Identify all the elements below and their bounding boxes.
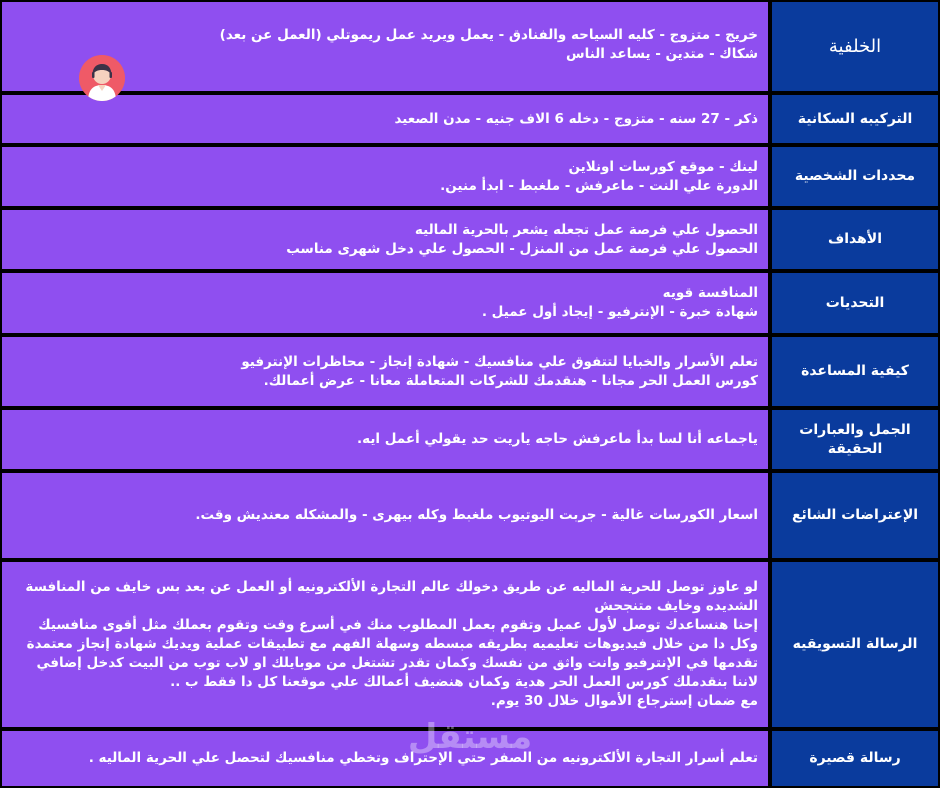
row-marketing-message	[0, 560, 940, 729]
row-objections	[0, 471, 940, 560]
row-label: الخلفية	[772, 2, 938, 91]
row-content	[2, 147, 768, 206]
row-demographics	[0, 93, 940, 145]
row-goals	[0, 208, 940, 271]
row-label: رسالة قصيرة	[772, 731, 938, 786]
row-background	[0, 0, 940, 93]
row-label: الإعتراضات الشائع	[772, 473, 938, 558]
content-line: تعلم الأسرار والخبايا لتتفوق علي منافسيك - شهادة إنجاز - محاظرات الإنترفيو	[241, 353, 758, 370]
content-line: كورس العمل الحر مجانا - هنقدمك للشركات المتعاملة معانا - عرض أعمالك.	[263, 372, 758, 389]
row-real-phrases	[0, 408, 940, 471]
content-line: اسعار الكورسات غالية - جربت اليوتيوب ملغبط وكله بيهرى - والمشكله معنديش وقت.	[195, 507, 758, 523]
content-line: مع ضمان إسترجاع الأموال خلال 30 يوم.	[490, 693, 758, 709]
row-personality	[0, 145, 940, 208]
row-content	[2, 337, 768, 406]
content-line: لينك - موقع كورسات اونلاين	[568, 158, 758, 175]
row-content	[2, 731, 768, 786]
row-content	[2, 562, 768, 727]
content-line: الحصول علي فرصة عمل من المنزل - الحصول علي دخل شهرى مناسب	[286, 240, 758, 257]
content-line: تعلم أسرار التجارة الألكترونيه من الصفر حتي الإحتراف وتخطي منافسيك لتحصل علي الحرية الماليه .	[88, 750, 758, 766]
row-how-to-help	[0, 335, 940, 408]
user-avatar-icon	[79, 55, 125, 101]
content-line: إحنا هنساعدك توصل لأول عميل وتقوم بعمل المطلوب منك في أسرع وقت وتقوم بعملك مثل أقوى منافسيك وكل دا من خلال فيديوهات تعليميه بطريقه مبسطه وسهلة الفهم مع تطبيقات عملية ويديك شهادة إنجاز معتمدة تقدمها في الإنترفيو وانت واثق من نفسك وكمان تقدر تشتغل من موبايلك او لاب توب من البيت كدخل إضافي لاننا بنقدملك كورس العمل الحر هدية وكمان هنضيف أعمالك علي موقعنا كل دا فقط ب ..	[26, 617, 758, 690]
content-line: شهادة خبرة - الإنترفيو - إيجاد أول عميل .	[481, 304, 758, 320]
content-line: شكاك - متدين - يساعد الناس	[566, 46, 758, 62]
content-line: ياجماعه أنا لسا بدأ ماعرفش حاجه ياريت حد يقولي أعمل ايه.	[357, 431, 758, 447]
row-label: التحديات	[772, 273, 938, 333]
watermark-logo: مستقل	[407, 717, 533, 757]
row-label: الجمل والعبارات الحقيقة	[772, 410, 938, 469]
row-content	[2, 273, 768, 333]
row-content	[2, 410, 768, 469]
row-label: الأهداف	[772, 210, 938, 269]
row-content	[2, 95, 768, 143]
row-label: كيفية المساعدة	[772, 337, 938, 406]
row-label: الرسالة التسويقيه	[772, 562, 938, 727]
content-line: الحصول علي فرصة عمل تجعله يشعر بالحرية الماليه	[414, 221, 758, 238]
content-line: ذكر - 27 سنه - متزوج - دخله 6 الاف جنيه - مدن الصعيد	[394, 110, 758, 127]
row-content	[2, 473, 768, 558]
row-label: محددات الشخصية	[772, 147, 938, 206]
content-line: الدورة علي النت - ماعرفش - ملغبط - ابدأ منين.	[440, 177, 758, 194]
row-challenges	[0, 271, 940, 335]
content-line: لو عاوز توصل للحرية الماليه عن طريق دخولك عالم التجارة الألكترونيه أو العمل عن بعد بس خايف من المنافسة الشديده وخايف متنجحش	[25, 579, 758, 614]
content-line: المنافسة قويه	[662, 285, 758, 301]
row-label: التركيبه السكانية	[772, 95, 938, 143]
row-content	[2, 210, 768, 269]
content-line: خريج - متزوج - كليه السياحه والفنادق - يعمل ويريد عمل ريموتلي (العمل عن بعد)	[219, 27, 758, 43]
